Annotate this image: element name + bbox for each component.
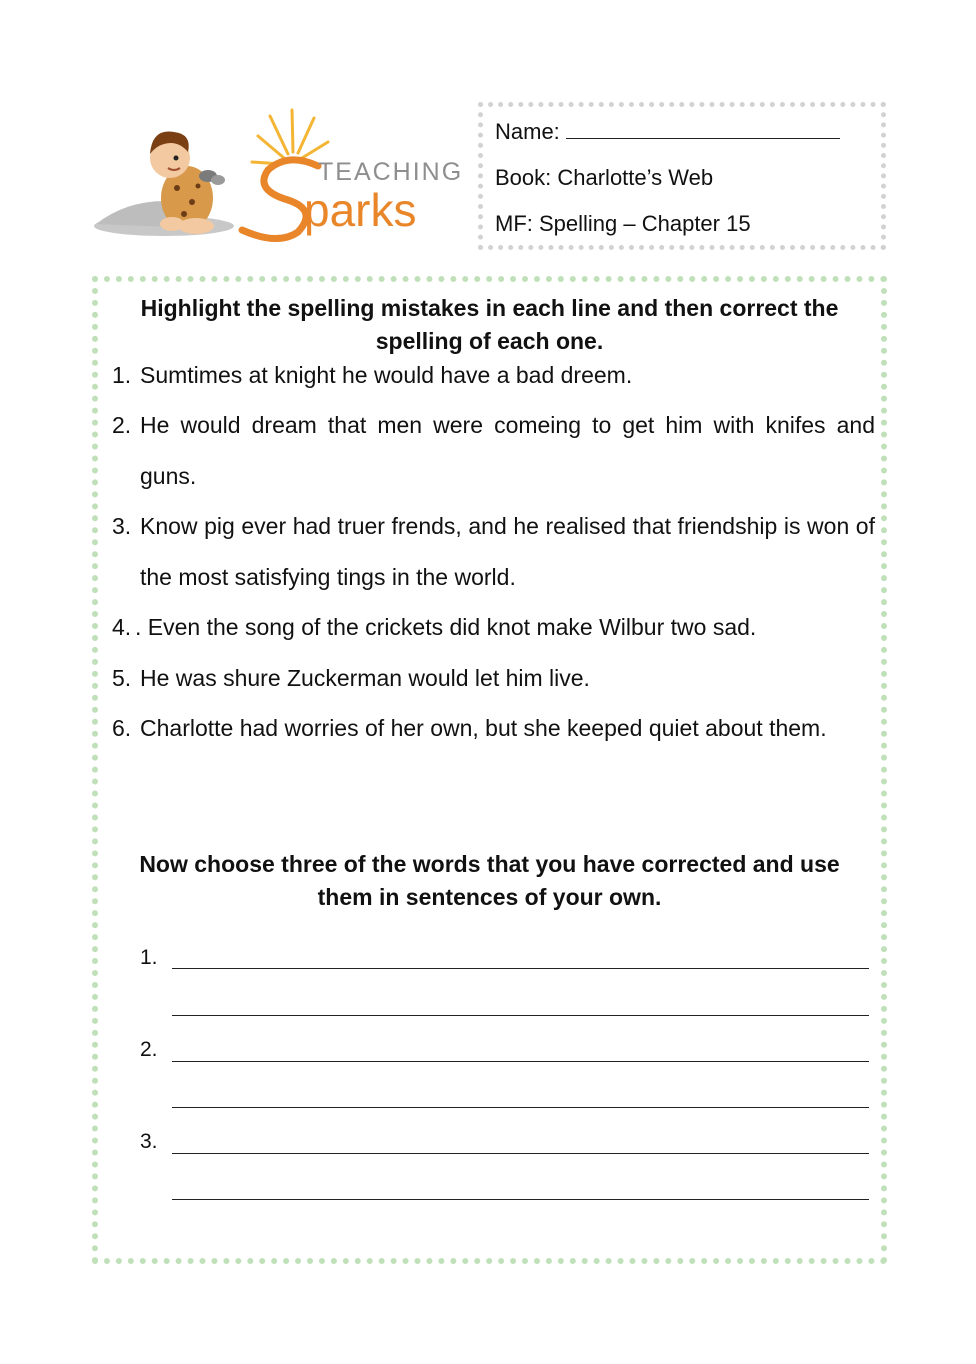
caveman-mascot-icon (92, 106, 462, 256)
part1-instruction: Highlight the spelling mistakes in each line and then correct the spelling of each one. (140, 295, 839, 354)
name-label: Name: (495, 119, 560, 144)
student-info-box (478, 102, 886, 250)
topic-label: MF: Spelling – Chapter 15 (495, 211, 751, 236)
logo-wordmark-teaching: TEACHING (318, 158, 462, 186)
sentence-item: 5. He was shure Zuckerman would let him live. (112, 665, 590, 691)
answer-line[interactable] (172, 968, 869, 969)
answer-line[interactable] (172, 1199, 869, 1200)
name-row (495, 119, 840, 145)
teaching-sparks-logo (92, 106, 462, 256)
sentence-item: 4. . Even the song of the crickets did knot make Wilbur two sad. (112, 614, 757, 640)
answer-line[interactable] (172, 1107, 869, 1108)
logo-wordmark-parks: parks (304, 184, 417, 236)
name-blank-line[interactable] (566, 119, 840, 139)
part2-instruction: Now choose three of the words that you have corrected and use them in sentences of your own. (139, 851, 840, 910)
answer-line[interactable] (172, 1061, 869, 1062)
sentence-item: 1. Sumtimes at knight he would have a bad dreem. (112, 362, 633, 388)
answer-line[interactable] (172, 1015, 869, 1016)
worksheet-body (92, 276, 887, 1264)
sentence-item: 2. He would dream that men were comeing to get him with knifes and guns. (112, 412, 875, 489)
sentence-item: 6. Charlotte had worries of her own, but she keeped quiet about them. (112, 715, 827, 741)
answer-number: 1. (140, 946, 158, 969)
sentence-item: 3. Know pig ever had truer frends, and he realised that friendship is won of the most satisfying tings in the world. (112, 513, 875, 590)
answer-line[interactable] (172, 1153, 869, 1154)
answer-number: 2. (140, 1038, 158, 1061)
answer-number: 3. (140, 1130, 158, 1153)
book-title: Book: Charlotte’s Web (495, 165, 714, 190)
